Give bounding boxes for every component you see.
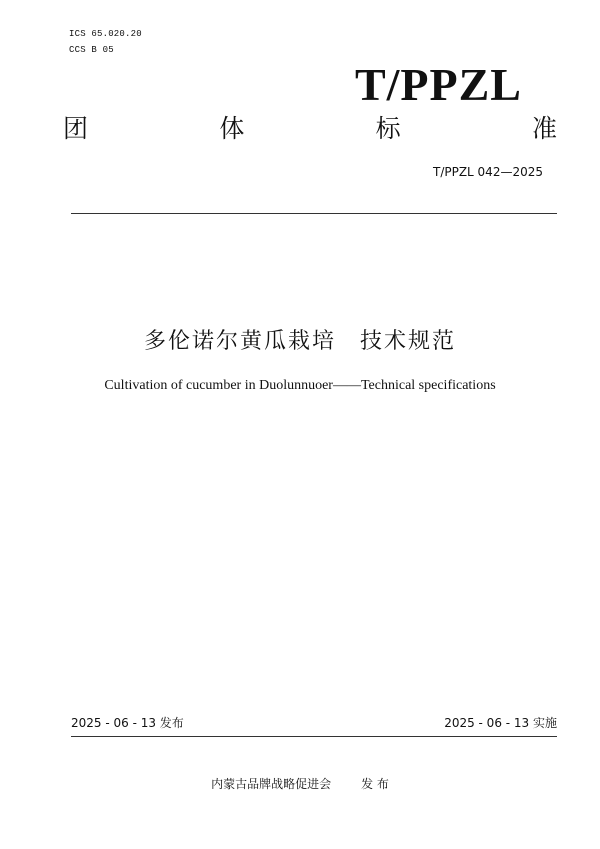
english-title: Cultivation of cucumber in Duolunnuoer——Technical specifications bbox=[104, 378, 496, 393]
publish-date: 2025 - 06 - 13 发布 bbox=[71, 716, 184, 730]
issuer-action: 发 布 bbox=[361, 777, 389, 791]
ccs-code: CCS B 05 bbox=[69, 45, 114, 55]
issuer-line bbox=[0, 776, 600, 792]
standard-type-heading bbox=[63, 113, 557, 145]
ics-code: ICS 65.020.20 bbox=[69, 29, 142, 39]
standard-number: T/PPZL 042—2025 bbox=[432, 165, 543, 179]
bottom-divider bbox=[71, 736, 557, 737]
standard-type-char: 团 bbox=[63, 114, 89, 143]
chinese-title-main: 多伦诺尔黄瓜栽培 bbox=[143, 329, 336, 354]
top-divider bbox=[71, 213, 557, 214]
chinese-title bbox=[0, 327, 600, 357]
implement-date: 2025 - 06 - 13 实施 bbox=[444, 716, 557, 730]
standard-type-char: 准 bbox=[531, 114, 557, 143]
standard-type-char: 标 bbox=[375, 114, 401, 143]
issuer-org: 内蒙古品牌战略促进会 bbox=[211, 777, 332, 791]
standard-type-char: 体 bbox=[219, 114, 245, 143]
org-standard-code: T/PPZL bbox=[354, 59, 522, 110]
chinese-title-sub: 技术规范 bbox=[360, 329, 457, 354]
